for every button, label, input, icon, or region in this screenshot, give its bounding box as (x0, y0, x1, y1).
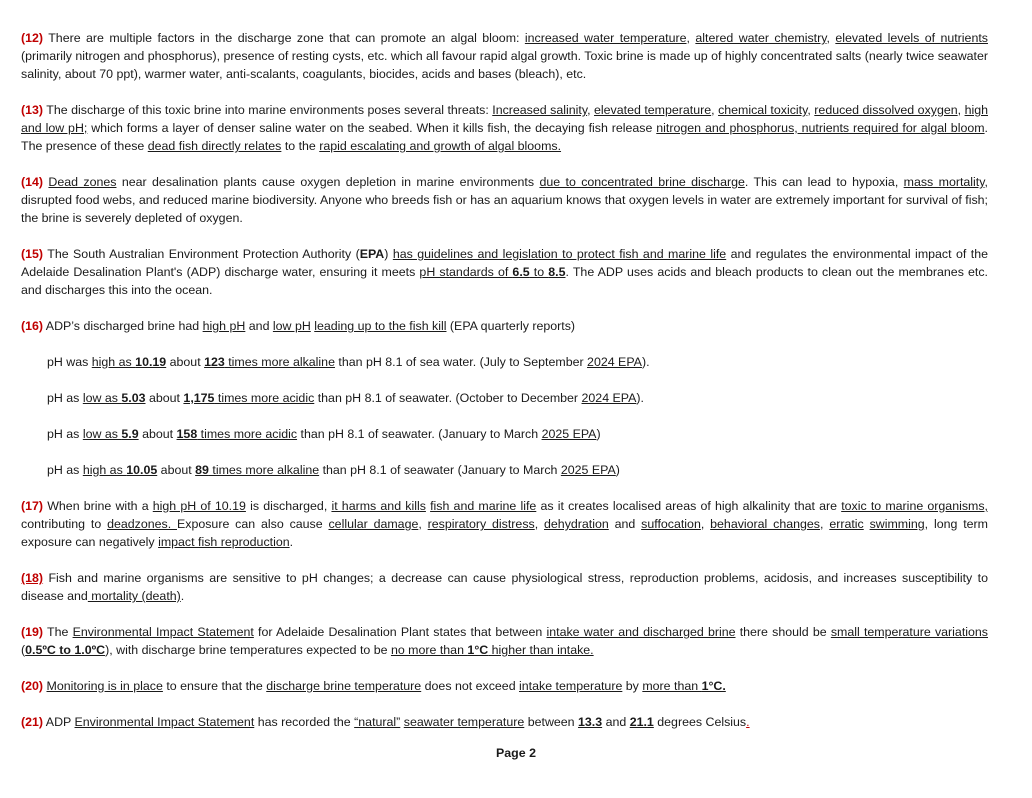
underlined-text: fish and marine life (430, 499, 537, 513)
underlined-text: cellular damage (328, 517, 419, 531)
text: than pH 8.1 of sea water. (July to September (334, 355, 588, 369)
text: about (157, 463, 196, 477)
document-page (21, 29, 988, 749)
paragraph-16 (21, 317, 988, 335)
text: , (820, 517, 830, 531)
paragraph-13 (21, 101, 988, 155)
paragraph-number: (14) (21, 175, 44, 189)
underlined-text: elevated temperature (594, 103, 712, 117)
underlined-text: leading up to the fish kill (314, 319, 447, 333)
text: ) (384, 247, 393, 261)
underlined-text: dehydration (544, 517, 609, 531)
text: . This can lead to hypoxia, (744, 175, 904, 189)
ph-reading-1 (47, 353, 988, 371)
underlined-text: 2025 EPA (541, 427, 597, 441)
text: and (602, 715, 630, 729)
text: than pH 8.1 of seawater. (January to March (297, 427, 542, 441)
underlined-text: to (529, 265, 549, 279)
bold-underlined-text: 1,175 (183, 391, 215, 405)
underlined-text: pH standards of (419, 265, 513, 279)
underlined-text: discharge brine temperature (266, 679, 422, 693)
ph-reading-3 (47, 425, 988, 443)
underlined-text: deadzones. (107, 517, 177, 531)
underlined-text: times more acidic (197, 427, 298, 441)
text: ) (615, 463, 620, 477)
text: pH was (47, 355, 92, 369)
text: , (587, 103, 595, 117)
ph-reading-4 (47, 461, 988, 479)
underlined-text: Environmental Impact Statement (72, 625, 254, 639)
underlined-text: reduced dissolved oxygen (814, 103, 958, 117)
underlined-text: dead fish directly relates (147, 139, 282, 153)
text: Fish and marine organisms are sensitive to pH changes; a decrease can cause physiological stress, reproduction problems, acidosis, and increases susceptibility to disease and (21, 571, 988, 603)
text: . The presence of these (21, 121, 988, 153)
underlined-text: due to concentrated brine discharge (539, 175, 745, 189)
text: The South Australian Environment Protection Authority ( (43, 247, 360, 261)
page-number: Page 2 (496, 746, 536, 760)
text: about (166, 355, 205, 369)
text: , disrupted food webs, and reduced marine biodiversity. Anyone who breeds fish or has an aquarium knows that oxygen levels in water are extremely important for survival of fish; the brine is severely depleted of oxygen. (21, 175, 988, 225)
text: . The ADP uses acids and bleach products to clean out the membranes etc. and discharges this into the ocean. (21, 265, 988, 297)
text: for Adelaide Desalination Plant states that between (253, 625, 547, 639)
paragraph-18 (21, 569, 988, 605)
underlined-text: small temperature variations (830, 625, 988, 639)
paragraph-14 (21, 173, 988, 227)
underlined-text: high as (82, 463, 127, 477)
underlined-text: low pH (272, 319, 311, 333)
text: , (686, 31, 696, 45)
text: is discharged, (245, 499, 332, 513)
text: and (608, 517, 642, 531)
underlined-text: high pH of 10.19 (152, 499, 246, 513)
underlined-text: impact fish reproduction (158, 535, 290, 549)
underlined-text: low as (82, 391, 122, 405)
underlined-text: it harms and kills (331, 499, 426, 513)
underlined-text: Dead zones (48, 175, 117, 189)
text: , (826, 31, 836, 45)
underlined-text: times more alkaline (224, 355, 335, 369)
text: has recorded the (254, 715, 355, 729)
text: , (700, 517, 711, 531)
bold-underlined-text: 123 (204, 355, 225, 369)
bold-underlined-text: 158 (176, 427, 198, 441)
text: as it creates localised areas of high alkalinity that are (536, 499, 842, 513)
text: to the (281, 139, 320, 153)
text: ). (636, 391, 644, 405)
text: Exposure can also cause (177, 517, 329, 531)
underlined-text: Increased salinity (492, 103, 588, 117)
text: to ensure that the (162, 679, 267, 693)
underlined-text: mass mortality (903, 175, 985, 189)
text: ), with discharge brine temperatures expected to be (105, 643, 391, 657)
paragraph-12 (21, 29, 988, 83)
text: and regulates the environmental impact of the Adelaide Desalination Plant's (ADP) discharge water, ensuring it meets (21, 247, 988, 279)
paragraph-17 (21, 497, 988, 551)
text: and (245, 319, 273, 333)
paragraph-number: (21) (21, 715, 44, 729)
text: ) (596, 427, 601, 441)
underlined-text: . (746, 715, 750, 729)
underlined-text: low as (82, 427, 122, 441)
underlined-text: higher than intake. (488, 643, 594, 657)
bold-underlined-text: 21.1 (629, 715, 654, 729)
text: . (289, 535, 294, 549)
text: there should be (735, 625, 831, 639)
underlined-text: altered water chemistry (695, 31, 827, 45)
ph-reading-2 (47, 389, 988, 407)
underlined-text: high and low pH; (21, 103, 988, 135)
underlined-text: has guidelines and legislation to protect fish and marine life (392, 247, 727, 261)
underlined-text: 2024 EPA (581, 391, 637, 405)
bold-underlined-text: 1°C (467, 643, 489, 657)
underlined-text: respiratory distress (427, 517, 535, 531)
text: does not exceed (421, 679, 520, 693)
underlined-text: seawater temperature (403, 715, 525, 729)
text: , (418, 517, 428, 531)
text: , (807, 103, 815, 117)
underlined-text: erratic (829, 517, 864, 531)
bold-underlined-text: 1°C. (701, 679, 726, 693)
text: , (711, 103, 719, 117)
underlined-text: behavioral changes (710, 517, 821, 531)
text: , long term exposure can negatively (21, 517, 989, 549)
paragraph-number: (15) (21, 247, 44, 261)
underlined-text: no more than (390, 643, 468, 657)
text: degrees Celsius (653, 715, 747, 729)
bold-underlined-text: 8.5 (548, 265, 566, 279)
paragraph-number: (12) (21, 31, 44, 45)
text: by (622, 679, 643, 693)
paragraph-number: (19) (21, 625, 44, 639)
underlined-text: 2025 EPA (560, 463, 616, 477)
underlined-text: 2024 EPA (587, 355, 642, 369)
underlined-text: times more alkaline (208, 463, 320, 477)
text: about (145, 391, 184, 405)
text: near desalination plants cause oxygen depletion in marine environments (116, 175, 540, 189)
underlined-text: times more acidic (214, 391, 315, 405)
bold-underlined-text: 13.3 (578, 715, 603, 729)
text: contributing to (21, 517, 108, 531)
bold-underlined-text: 5.03 (121, 391, 146, 405)
paragraph-15 (21, 245, 988, 299)
bold-underlined-text: 0.5ºC to 1.0ºC (25, 643, 106, 657)
paragraph-number: (18) (21, 571, 44, 585)
text: The (43, 625, 73, 639)
underlined-text: rapid escalating and growth of algal blooms. (319, 139, 562, 153)
text: than pH 8.1 of seawater (January to March (319, 463, 561, 477)
text: There are multiple factors in the discharge zone that can promote an algal bloom: (43, 31, 525, 45)
underlined-text: increased water temperature (524, 31, 687, 45)
paragraph-number: (16) (21, 319, 44, 333)
bold-underlined-text: 10.05 (126, 463, 158, 477)
text: between (524, 715, 579, 729)
paragraph-number: (13) (21, 103, 44, 117)
underlined-text: “natural” (354, 715, 401, 729)
text: ADP’s discharged brine had (43, 319, 203, 333)
paragraph-21 (21, 713, 988, 731)
underlined-text: Monitoring is in place (46, 679, 163, 693)
underlined-text: intake temperature (519, 679, 623, 693)
text: The discharge of this toxic brine into marine environments poses several threats: (43, 103, 493, 117)
underlined-text: chemical toxicity (718, 103, 808, 117)
text: pH as (47, 427, 83, 441)
text: pH as (47, 463, 83, 477)
underlined-text: more than (642, 679, 702, 693)
paragraph-19 (21, 623, 988, 659)
bold-underlined-text: 5.9 (121, 427, 139, 441)
text: which forms a layer of denser saline water on the seabed. When it kills fish, the decaying fish release (87, 121, 657, 135)
text: (EPA quarterly reports) (446, 319, 576, 333)
paragraph-20 (21, 677, 988, 695)
paragraph-number: (20) (21, 679, 44, 693)
underlined-text: high pH (202, 319, 246, 333)
bold-text: EPA (359, 247, 385, 261)
text: than pH 8.1 of seawater. (October to December (314, 391, 582, 405)
text: ( (21, 643, 26, 657)
text: When brine with a (43, 499, 153, 513)
bold-underlined-text: 10.19 (135, 355, 167, 369)
paragraph-number: (17) (21, 499, 44, 513)
text: (primarily nitrogen and phosphorus), presence of resting cysts, etc. which all favour rapid algal growth. Toxic brine is made up of highly concentrated salts (nearly twice seawater salinity, about 70 ppt), warmer water, anti-scalants, coagulants, biocides, acids and bases (bleach), etc. (21, 49, 988, 81)
underlined-text: high as (91, 355, 136, 369)
text: pH as (47, 391, 83, 405)
text: about (138, 427, 177, 441)
text: , (534, 517, 545, 531)
underlined-text: intake water and discharged brine (546, 625, 736, 639)
text: ADP (43, 715, 75, 729)
underlined-text: toxic to marine organisms, (841, 499, 988, 513)
underlined-text: Environmental Impact Statement (74, 715, 255, 729)
underlined-text: elevated levels of nutrients (835, 31, 988, 45)
text: , (957, 103, 965, 117)
text: ). (641, 355, 650, 369)
text: . (180, 589, 185, 603)
bold-underlined-text: 6.5 (512, 265, 530, 279)
underlined-text: swimming (869, 517, 925, 531)
bold-underlined-text: 89 (195, 463, 209, 477)
underlined-text: suffocation (641, 517, 701, 531)
underlined-text: nitrogen and phosphorus, nutrients required for algal bloom (656, 121, 985, 135)
underlined-text: mortality (death) (87, 589, 181, 603)
